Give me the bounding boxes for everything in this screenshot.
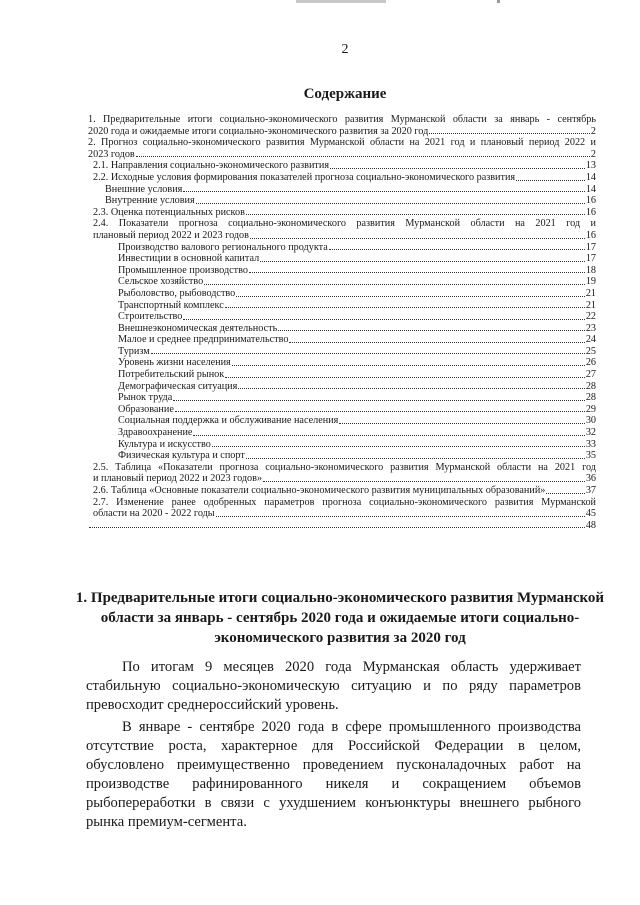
toc-entry[interactable] (88, 439, 596, 451)
toc-dot-leader (330, 168, 585, 169)
toc-dot-leader (238, 388, 584, 389)
toc-entry[interactable] (88, 218, 596, 241)
toc-entry-text: Рынок труда (118, 392, 173, 404)
toc-dot-leader (246, 214, 585, 215)
toc-dot-leader (193, 435, 584, 436)
toc-entry-text: плановый период 2022 и 2023 годов (93, 229, 249, 241)
toc-entry-text: Строительство (118, 311, 183, 323)
toc-page-number: 45 (585, 508, 596, 520)
toc-entry-text: Промышленное производство (118, 264, 248, 276)
scan-artifact-top (296, 0, 386, 3)
toc-entry-text: Здравоохранение (118, 427, 193, 439)
toc-entry[interactable] (88, 485, 596, 497)
toc-dot-leader (196, 203, 585, 204)
toc-dot-leader (329, 249, 585, 250)
toc-entry-text: Уровень жизни населения (118, 357, 231, 369)
toc-page-number: 21 (585, 287, 596, 299)
toc-entry-text: Инвестиции в основной капитал (118, 253, 260, 265)
toc-page-number: 28 (585, 392, 596, 404)
section-heading: 1. Предварительные итоги социально-экономического развития Мурманской области за январь - сентябрь 2020 года и ожидаемые итоги социально-экономического развития за 2020 год (75, 590, 605, 646)
toc-entry[interactable] (88, 392, 596, 404)
toc-entry-text: 2.7. Изменение ранее одобренных параметров прогноза социально-экономического развития Мурманской (93, 496, 596, 508)
toc-entry[interactable] (88, 462, 596, 485)
toc-entry[interactable] (88, 381, 596, 393)
toc-entry-text: Демографическая ситуация (118, 380, 238, 392)
toc-page-number: 2 (590, 125, 596, 137)
toc-page-number: 16 (585, 206, 596, 218)
toc-dot-leader (232, 365, 585, 366)
toc-dot-leader (249, 272, 585, 273)
toc-dot-leader (429, 133, 590, 134)
toc-page-number: 14 (585, 183, 596, 195)
toc-dot-leader (263, 481, 585, 482)
toc-entry-text: 2.5. Таблица «Показатели прогноза социально-экономического развития Мурманской области на 2021 год (93, 461, 596, 473)
toc-entry[interactable] (88, 288, 596, 300)
toc-dot-leader (289, 342, 584, 343)
toc-entry[interactable] (88, 311, 596, 323)
toc-entry-text: Внешние условия (105, 183, 183, 195)
toc-entry[interactable] (88, 334, 596, 346)
toc-page-number: 24 (585, 334, 596, 346)
toc-entry[interactable] (88, 184, 596, 196)
toc-dot-leader (236, 296, 585, 297)
toc-page-number: 2 (590, 148, 596, 160)
toc-entry-text: 1. Предварительные итоги социально-экономического развития Мурманской области за январь - сентябрь (88, 114, 596, 125)
toc-dot-leader (89, 527, 585, 528)
toc-entry-text: 2.3. Оценка потенциальных рисков (93, 206, 245, 218)
toc-page-number: 26 (585, 357, 596, 369)
toc-page-number: 14 (585, 171, 596, 183)
toc-page-number: 19 (585, 276, 596, 288)
body-text (86, 658, 581, 835)
toc-page-number: 21 (585, 299, 596, 311)
toc-dot-leader (225, 307, 585, 308)
scan-artifact-tick (497, 0, 500, 3)
toc-entry[interactable] (88, 195, 596, 207)
toc-page-number: 37 (585, 485, 596, 496)
toc-page-number: 29 (585, 403, 596, 415)
toc-entry-text: Малое и среднее предпринимательство (118, 334, 289, 346)
toc-entry[interactable] (88, 415, 596, 427)
toc-dot-leader (175, 411, 585, 412)
toc-entry[interactable] (88, 114, 596, 137)
toc-entry-text: Транспортный комплекс (118, 299, 224, 311)
toc-entry[interactable] (88, 346, 596, 358)
toc-entry-text: Физическая культура и спорт (118, 450, 245, 462)
toc-entry[interactable] (88, 253, 596, 265)
toc-entry[interactable] (88, 172, 596, 184)
toc-dot-leader (246, 458, 585, 459)
toc-dot-leader (516, 180, 585, 181)
toc-page-number: 28 (585, 380, 596, 392)
toc-entry-text: 2.2. Исходные условия формирования показателей прогноза социально-экономического развития (93, 171, 516, 183)
toc-dot-leader (250, 238, 585, 239)
toc-entry-text: Образование (118, 403, 174, 415)
toc-title: Содержание (303, 86, 387, 102)
toc-page-number: 30 (585, 415, 596, 427)
toc-page-number: 18 (585, 264, 596, 276)
toc-page-number: 17 (585, 241, 596, 253)
toc-page-number: 36 (585, 473, 596, 485)
toc-entry-text: 2.4. Показатели прогноза социально-экономического развития Мурманской области на 2021 год и (93, 218, 596, 230)
toc-page-number: 16 (585, 195, 596, 207)
toc-entry[interactable] (88, 497, 596, 520)
toc-dot-leader (183, 319, 584, 320)
toc-entry[interactable] (88, 427, 596, 439)
toc-dot-leader (278, 330, 585, 331)
toc-page-number: 32 (585, 427, 596, 439)
toc-entry-text: Сельское хозяйство (118, 276, 204, 288)
toc-entry[interactable] (88, 276, 596, 288)
toc-dot-leader (216, 516, 585, 517)
paragraph-1: По итогам 9 месяцев 2020 года Мурманская область удерживает стабильную социально-экономическую ситуацию и по ряду параметров превосходит среднероссийский уровень. (86, 659, 581, 713)
toc-entry-text: и плановый период 2022 и 2023 годов» (93, 473, 263, 485)
toc-entry-text: Внешнеэкономическая деятельность (118, 322, 278, 334)
toc-page-number: 22 (585, 311, 596, 323)
toc-entry-text: Потребительский рынок (118, 369, 225, 381)
paragraph-2: В январе - сентябре 2020 года в сфере промышленного производства отсутствие роста, характерное для Российской Федерации в целом, обусловлено преимущественно проведением пусконаладочных работ на производстве рафинированного никеля и сокращением объемов рыбопереработки в связи с ухудшением конъюнктуры внешнего рыбного рынка премиум-сегмента. (86, 719, 581, 830)
toc-dot-leader (151, 353, 585, 354)
toc-page-number: 33 (585, 438, 596, 450)
toc-page-number: 25 (585, 345, 596, 357)
toc-entry-text: Культура и искусство (118, 438, 211, 450)
toc-entry-text: Рыболовство, рыбоводство (118, 287, 236, 299)
toc-entry[interactable] (88, 404, 596, 416)
toc-dot-leader (212, 446, 585, 447)
toc-entry[interactable] (88, 323, 596, 335)
toc-entry-text: Социальная поддержка и обслуживание населения (118, 415, 339, 427)
page-number: 2 (341, 42, 349, 57)
toc-entry[interactable] (88, 265, 596, 277)
toc-page-number: 13 (585, 160, 596, 172)
toc-entry[interactable] (88, 357, 596, 369)
toc-entry-text: области на 2020 - 2022 годы (93, 508, 215, 520)
toc-entry[interactable] (88, 300, 596, 312)
toc-page-number: 35 (585, 450, 596, 462)
table-of-contents (88, 114, 596, 531)
toc-dot-leader (204, 284, 585, 285)
toc-entry[interactable] (88, 242, 596, 254)
toc-entry[interactable] (88, 137, 596, 160)
toc-dot-leader (339, 423, 584, 424)
toc-dot-leader (173, 400, 585, 401)
toc-entry[interactable] (88, 160, 596, 172)
toc-dot-leader (183, 191, 584, 192)
toc-entry-text: 2.1. Направления социально-экономического развития (93, 160, 330, 172)
toc-page-number: 16 (585, 229, 596, 241)
toc-entry-text: Производство валового регионального продукта (118, 241, 328, 253)
toc-dot-leader (136, 156, 590, 157)
toc-dot-leader (260, 261, 585, 262)
toc-dot-leader (225, 377, 585, 378)
toc-entry-text: 2023 годов (88, 148, 135, 160)
toc-entry[interactable] (88, 520, 596, 532)
toc-dot-leader (546, 493, 584, 494)
toc-entry[interactable] (88, 207, 596, 219)
toc-entry-text: 2020 года и ожидаемые итоги социально-экономического развития за 2020 год (88, 125, 429, 137)
toc-entry-text: 2.6. Таблица «Основные показатели социально-экономического развития муниципальных образований» (93, 485, 546, 496)
toc-entry-text: 2. Прогноз социально-экономического развития Мурманской области на 2021 год и плановый период 2022 и (88, 137, 596, 149)
toc-page-number: 27 (585, 369, 596, 381)
toc-entry[interactable] (88, 450, 596, 462)
toc-entry-text: Внутренние условия (105, 195, 195, 207)
toc-page-number: 23 (585, 322, 596, 334)
toc-page-number: 48 (585, 519, 596, 531)
toc-entry[interactable] (88, 369, 596, 381)
toc-entry-text: Туризм (118, 345, 150, 357)
toc-page-number: 17 (585, 253, 596, 265)
